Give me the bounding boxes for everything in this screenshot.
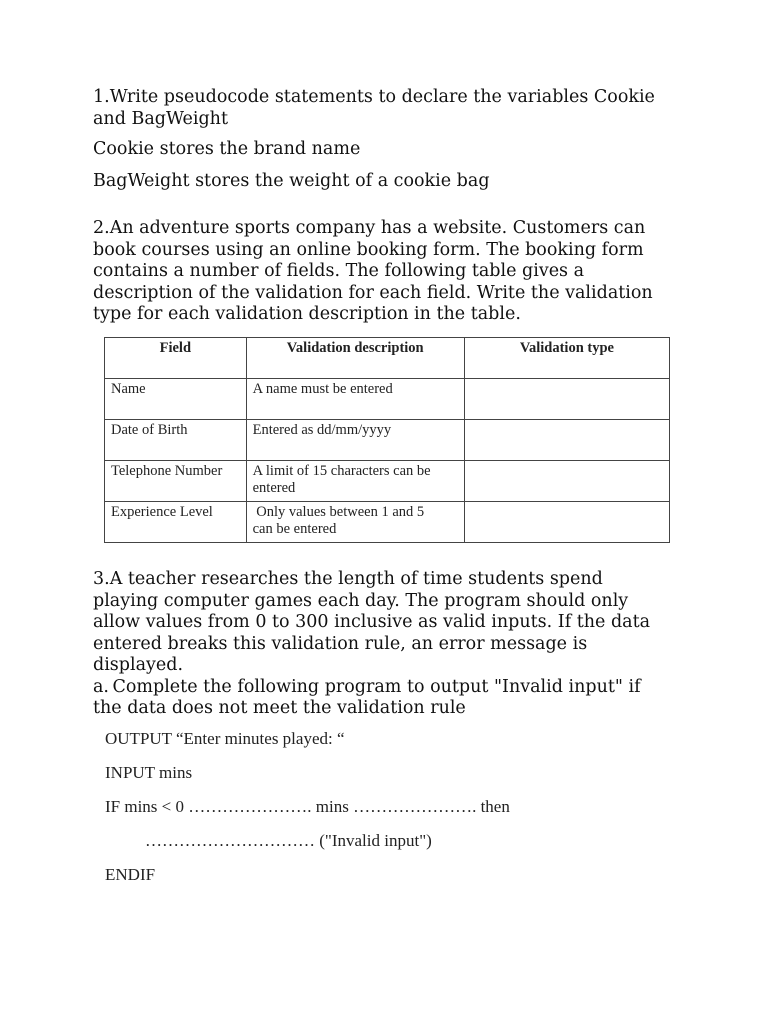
q2-text: [93, 218, 683, 326]
cell-field: Name: [105, 379, 247, 420]
q3-line: playing computer games each day. The program should only: [93, 590, 629, 611]
q3-line: 3.A teacher researches the length of time students spend: [93, 569, 603, 589]
table-row: [105, 420, 670, 461]
validation-table: [104, 337, 670, 543]
cell-field: Experience Level: [105, 502, 247, 543]
cell-description: [246, 502, 464, 543]
header-field: Field: [105, 338, 247, 379]
code-line-blank-output: ………………………… ("Invalid input"): [145, 831, 432, 850]
code-line-output: OUTPUT “Enter minutes played: “: [105, 729, 345, 748]
table-row: [105, 502, 670, 543]
table-row: [105, 379, 670, 420]
code-line-input: INPUT mins: [105, 763, 193, 782]
cell-validation-type[interactable]: [464, 379, 669, 420]
description-line: entered: [252, 480, 296, 496]
q2-line: type for each validation description in the table.: [93, 304, 521, 324]
description-line: A name must be entered: [252, 381, 393, 397]
table-header-row: [105, 338, 670, 379]
q3-text: [93, 569, 683, 720]
header-validation-type: Validation type: [464, 338, 669, 379]
cell-validation-type[interactable]: [464, 502, 669, 543]
description-line: can be entered: [252, 521, 337, 537]
q3-line: a. Complete the following program to output "Invalid input" if: [93, 676, 641, 697]
q1-cookie-desc: Cookie stores the brand name: [93, 139, 361, 159]
cell-description: [246, 379, 464, 420]
q2-line: contains a number of fields. The following table gives a: [93, 261, 585, 281]
description-line: A limit of 15 characters can be: [252, 463, 431, 479]
q1-line2: and BagWeight: [93, 108, 228, 129]
q2-line: book courses using an online booking form. The booking form: [93, 239, 644, 260]
header-validation-description: Validation description: [246, 338, 464, 379]
cell-validation-type[interactable]: [464, 461, 669, 502]
cell-description: [246, 420, 464, 461]
cell-field: Date of Birth: [105, 420, 247, 461]
q3-line: displayed.: [93, 655, 184, 675]
q3-line: allow values from 0 to 300 inclusive as valid inputs. If the data: [93, 612, 651, 632]
q2-line: 2.An adventure sports company has a website. Customers can: [93, 218, 646, 238]
cell-validation-type[interactable]: [464, 420, 669, 461]
cell-field: Telephone Number: [105, 461, 247, 502]
q2-line: description of the validation for each field. Write the validation: [93, 282, 653, 303]
code-line-endif: ENDIF: [105, 865, 156, 884]
description-line: Entered as dd/mm/yyyy: [252, 422, 392, 438]
cell-description: [246, 461, 464, 502]
description-line: Only values between 1 and 5: [252, 504, 425, 520]
q3-line: entered breaks this validation rule, an error message is: [93, 633, 588, 654]
table-row: [105, 461, 670, 502]
q1-line1: 1.Write pseudocode statements to declare the variables Cookie: [93, 87, 655, 107]
code-line-if: IF mins < 0 …………………. mins …………………. then: [105, 797, 510, 816]
q1-heading: [93, 87, 683, 130]
q1-bagweight-desc: BagWeight stores the weight of a cookie bag: [93, 171, 490, 191]
q3-line: the data does not meet the validation rule: [93, 698, 466, 718]
